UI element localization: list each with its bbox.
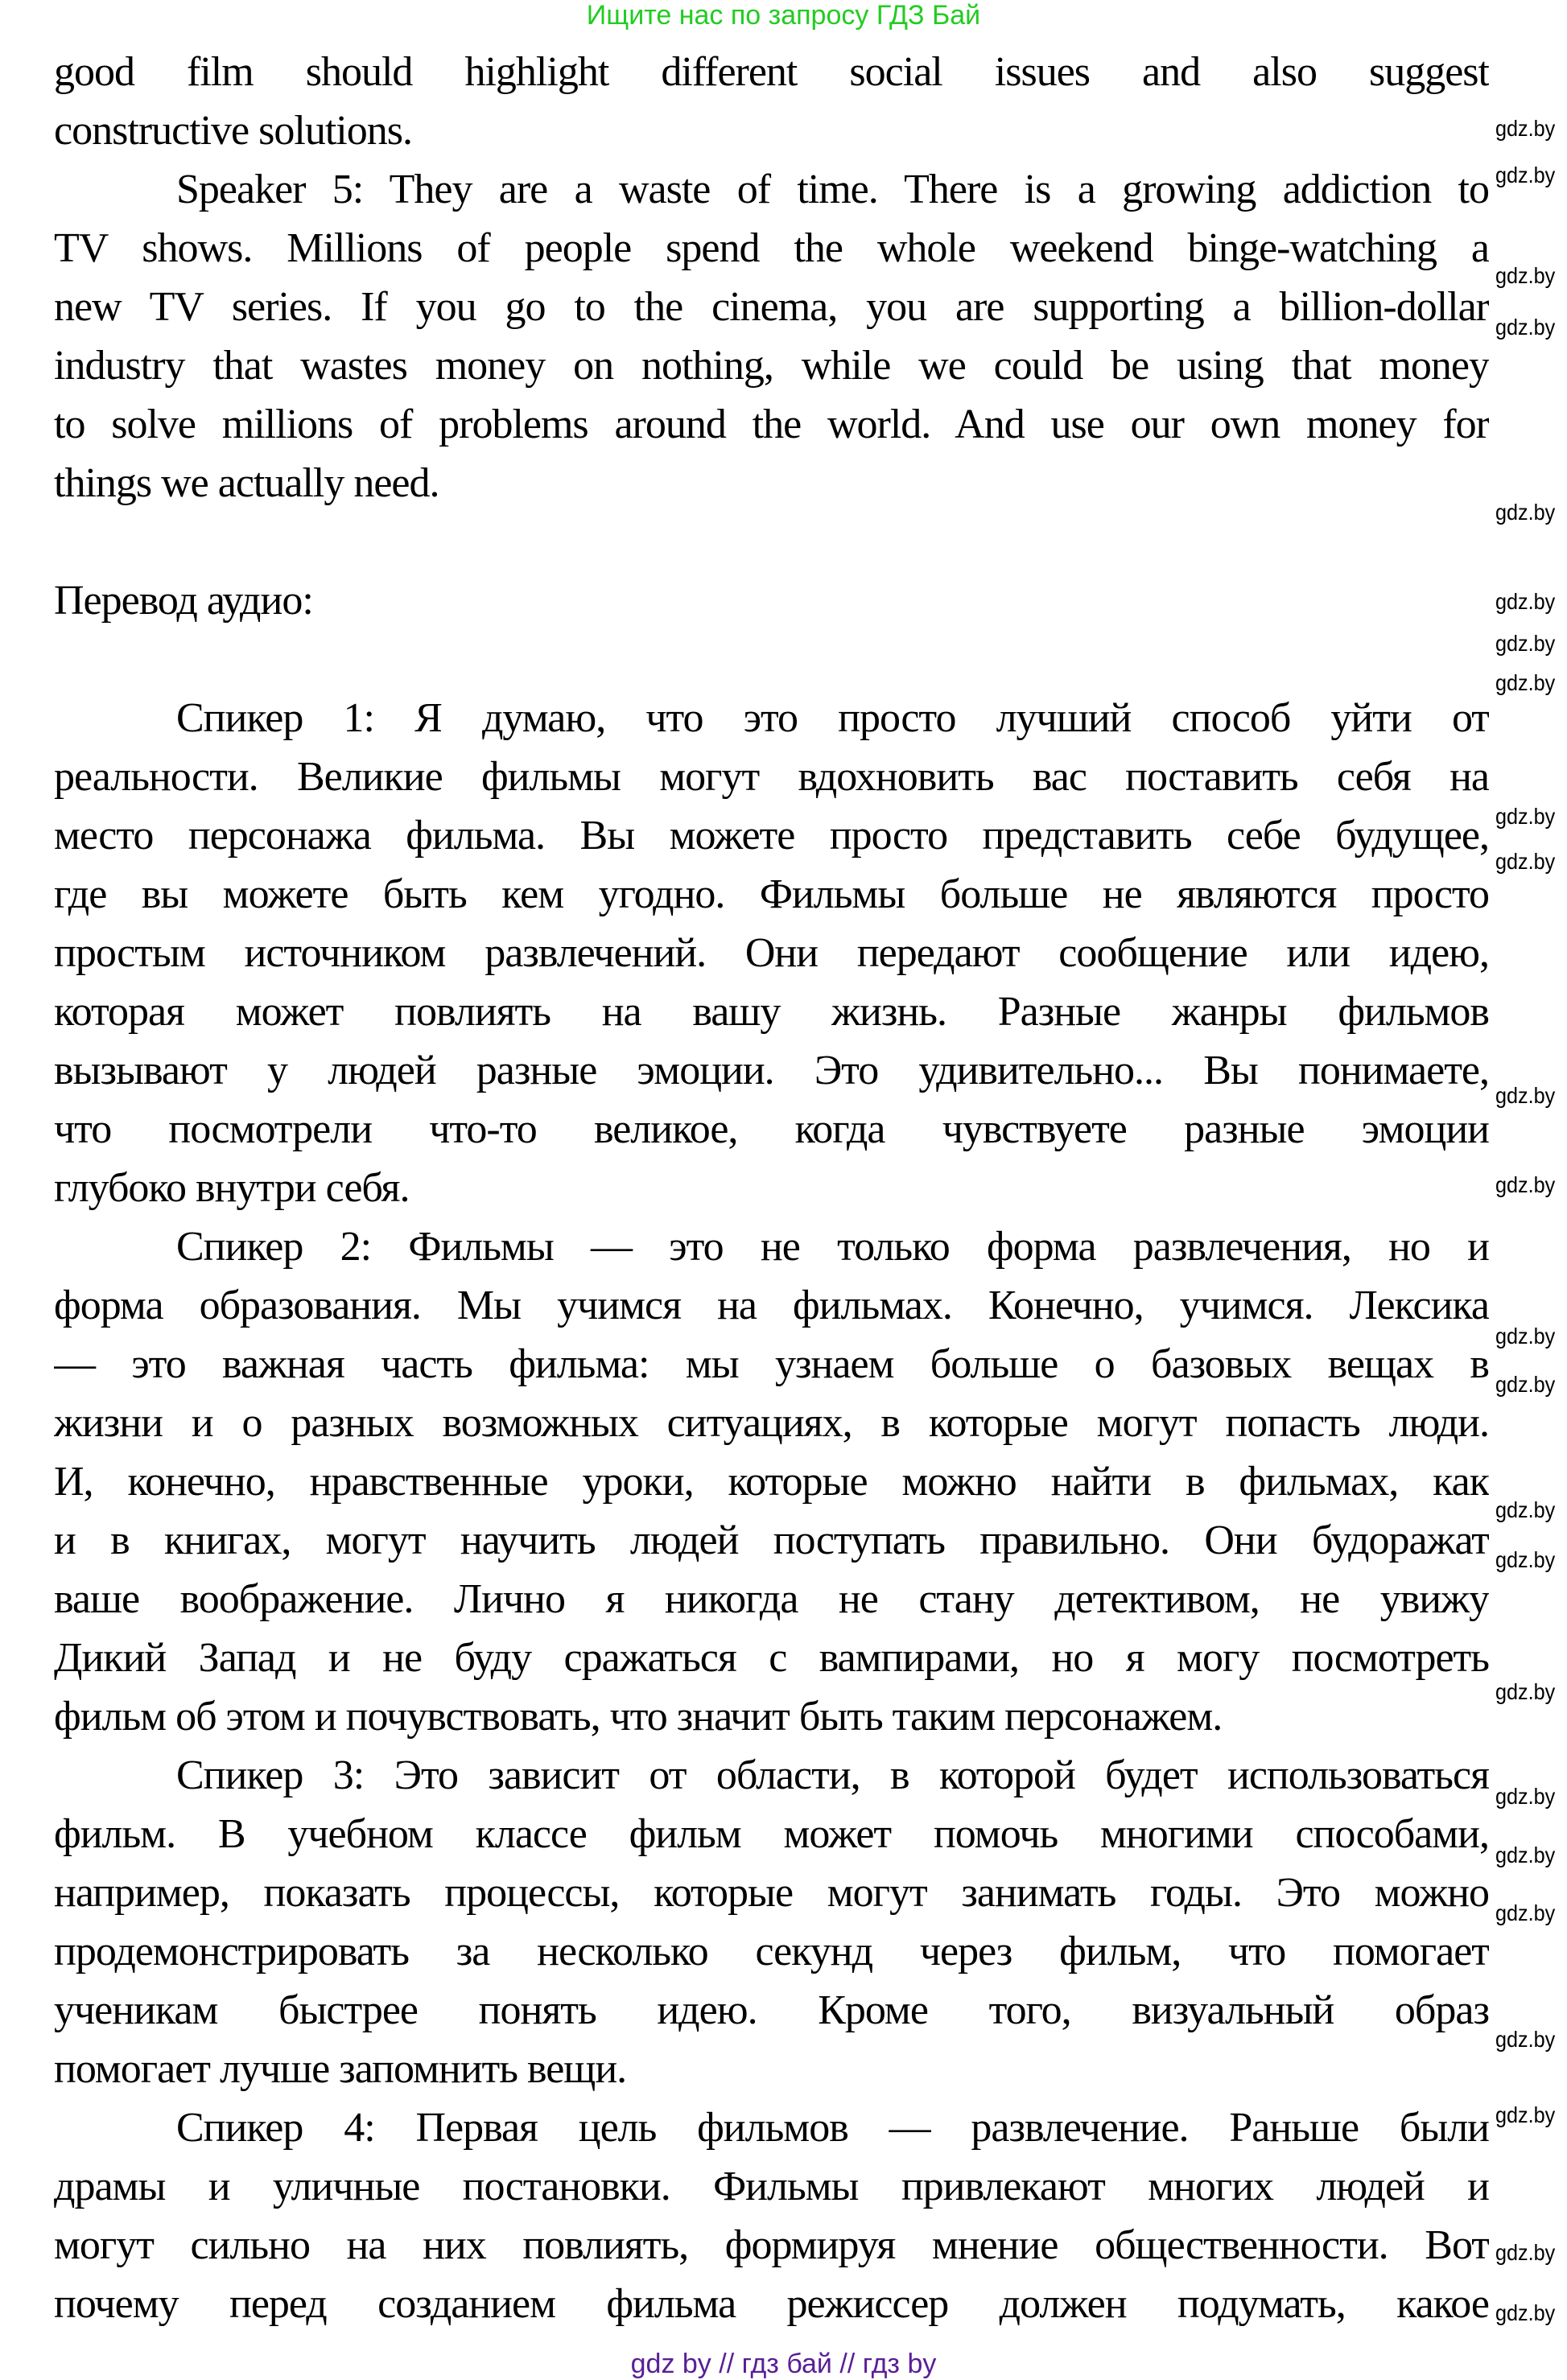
text-line: to solve millions of problems around the world. And use our own money for [54,401,1489,447]
blank-line [54,513,1489,571]
text-line: продемонстрировать за несколько секунд через фильм, что помогает [54,1929,1489,1974]
text-line: что посмотрели что-то великое, когда чувствуете разные эмоции [54,1106,1489,1152]
text-line: Дикий Запад и не буду сражаться с вампирами, но я могу посмотреть [54,1635,1489,1681]
watermark-text: gdz.by [1495,1172,1556,1197]
watermark-text: gdz.by [1495,1784,1556,1809]
watermark-text: gdz.by [1495,1372,1556,1397]
text-line: ваше воображение. Лично я никогда не стану детективом, не увижу [54,1576,1489,1622]
text-line: форма образования. Мы учимся на фильмах. Конечно, учимся. Лексика [54,1283,1489,1328]
text-line: простым источником развлечений. Они передают сообщение или идею, [54,930,1489,976]
search-hint-banner[interactable]: Ищите нас по запросу ГДЗ Бай [586,0,981,31]
watermark-text: gdz.by [1495,1324,1556,1349]
text-line: могут сильно на них повлиять, формируя мнение общественности. Вот [54,2222,1489,2268]
text-line: где вы можете быть кем угодно. Фильмы больше не являются просто [54,871,1489,917]
text-line: TV shows. Millions of people spend the whole weekend binge-watching a [54,225,1489,271]
text-line: И, конечно, нравственные уроки, которые можно найти в фильмах, как [54,1459,1489,1505]
text-line: Спикер 2: Фильмы — это не только форма развлечения, но и [176,1224,1489,1270]
text-line: фильм об этом и почувствовать, что значит быть таким персонажем. [54,1694,1223,1740]
footer-links[interactable]: gdz by // гдз бай // гдз by [630,2349,937,2379]
watermark-text: gdz.by [1495,2102,1556,2127]
watermark-text: gdz.by [1495,2240,1556,2265]
text-line: реальности. Великие фильмы могут вдохновить вас поставить себя на [54,754,1489,800]
text-line: new TV series. If you go to the cinema, you are supporting a billion-dollar [54,284,1489,330]
text-line: ученикам быстрее понять идею. Кроме того, визуальный образ [54,1987,1489,2033]
blank-line [54,630,1489,689]
watermark-text: gdz.by [1495,500,1556,525]
watermark-text: gdz.by [1495,315,1556,340]
watermark-text: gdz.by [1495,1547,1556,1572]
watermark-text: gdz.by [1495,1083,1556,1108]
text-line: constructive solutions. [54,108,412,154]
watermark-text: gdz.by [1495,670,1556,695]
text-line: good film should highlight different social issues and also suggest [54,49,1489,95]
watermark-text: gdz.by [1495,1843,1556,1867]
watermark-text: gdz.by [1495,263,1556,288]
text-line: Спикер 4: Первая цель фильмов — развлечение. Раньше были [176,2105,1489,2151]
text-line: Спикер 3: Это зависит от области, в которой будет использоваться [176,1752,1489,1798]
text-line: — это важная часть фильма: мы узнаем больше о базовых вещах в [54,1341,1489,1387]
watermark-text: gdz.by [1495,163,1556,187]
watermark-text: gdz.by [1495,1497,1556,1522]
text-line: и в книгах, могут научить людей поступать правильно. Они будоражат [54,1517,1489,1563]
text-line: Speaker 5: They are a waste of time. There is a growing addiction to [176,167,1489,212]
text-line: фильм. В учебном классе фильм может помочь многими способами, [54,1811,1489,1857]
document-body [54,43,1489,2333]
text-line: Перевод аудио: [54,578,313,624]
watermark-text: gdz.by [1495,804,1556,829]
text-line: industry that wastes money on nothing, while we could be using that money [54,343,1489,389]
text-line: глубоко внутри себя. [54,1165,410,1211]
watermark-text: gdz.by [1495,631,1556,656]
text-line: которая может повлиять на вашу жизнь. Разные жанры фильмов [54,989,1489,1035]
watermark-text: gdz.by [1495,2027,1556,2052]
text-line: Спикер 1: Я думаю, что это просто лучший способ уйти от [176,695,1489,741]
watermark-text: gdz.by [1495,589,1556,614]
text-line: драмы и уличные постановки. Фильмы привлекают многих людей и [54,2164,1489,2209]
watermark-text: gdz.by [1495,849,1556,874]
text-line: жизни и о разных возможных ситуациях, в которые могут попасть люди. [54,1400,1489,1446]
text-line: почему перед созданием фильма режиссер должен подумать, какое [54,2281,1489,2327]
text-line: например, показать процессы, которые могут занимать годы. Это можно [54,1870,1489,1916]
text-line: вызывают у людей разные эмоции. Это удивительно... Вы понимаете, [54,1048,1489,1093]
text-line: things we actually need. [54,460,439,506]
text-line: помогает лучше запомнить вещи. [54,2046,627,2092]
text-line: место персонажа фильма. Вы можете просто представить себе будущее, [54,813,1489,859]
watermark-text: gdz.by [1495,1900,1556,1925]
watermark-text: gdz.by [1495,2300,1556,2325]
watermark-text: gdz.by [1495,116,1556,141]
watermark-text: gdz.by [1495,1679,1556,1704]
